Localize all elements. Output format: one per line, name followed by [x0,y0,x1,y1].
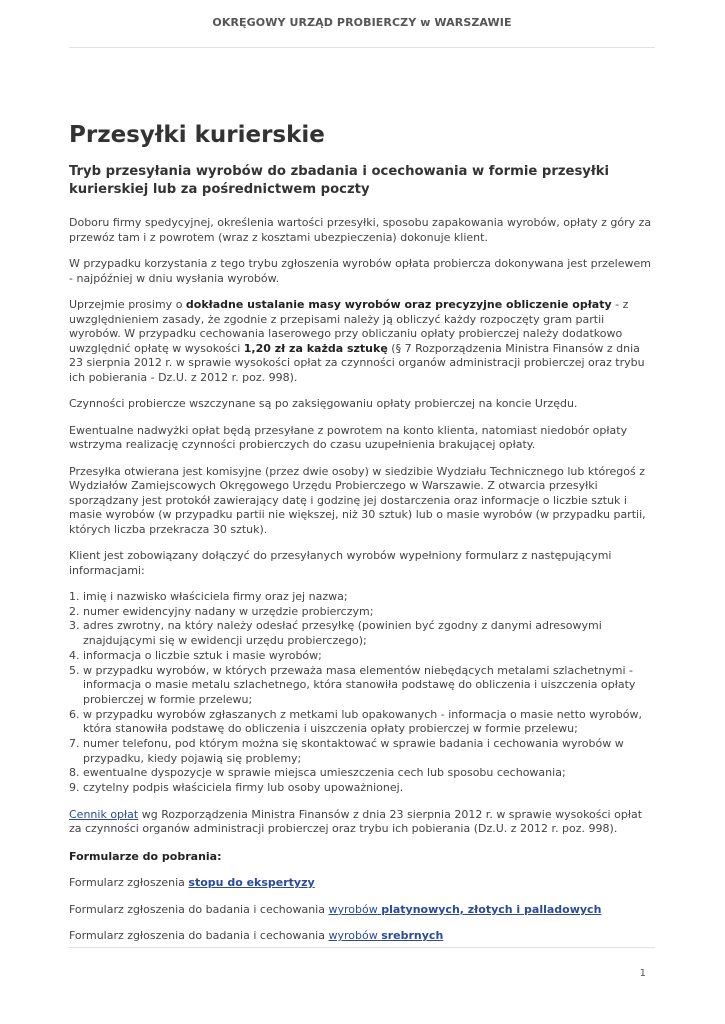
header-divider [69,47,655,48]
form-platinum-gold-prefix: Formularz zgłoszenia do badania i cechowania [69,902,329,916]
form-silver-link-plain: wyrobów [328,929,378,943]
forms-title: Formularze do pobrania: [69,849,222,863]
page-subtitle: Tryb przesyłania wyrobów do zbadania i ocechowania w formie przesyłki kurierskiej lub za pośrednictwem poczty [69,164,610,197]
paragraph-payment: W przypadku korzystania z tego trybu zgłoszenia wyrobów opłata probiercza dokonywana jest przelewem - najpóźniej w dniu wysłania wyrobów. [69,257,651,285]
paragraph-opening: Przesyłka otwierana jest komisyjne (przez dwie osoby) w siedzibie Wydziału Technicznego lub któregoś z Wydziałów Zamiejscowych Okręgowego Urzędu Probierczego w Warszawie. Z otwarcia przesyłki sporządzany jest protokół zawierający datę i godzinę jej dostarczenia oraz informacje o liczbie sztuk i masie wyrobów (w przypadku partii nie większej, niż 30 sztuk) lub o masie wyrobów (w przypadku partii, których liczba przekracza 30 sztuk). [69,464,646,536]
fee-text-b: dokładne ustalanie masy wyrobów oraz precyzyjne obliczenie opłaty [185,298,612,311]
form-alloy-prefix: Formularz zgłoszenia [69,876,189,890]
page-title: Przesyłki kurierskie [69,122,325,148]
list-item: 4. informacja o liczbie sztuk i masie wyrobów; [83,649,655,664]
paragraph-fee-calculation [69,298,655,385]
list-item: 3. adres zwrotny, na który należy odesłać przesyłkę (powinien być zgodny z danymi adresowymi znajdującymi się w ewidencji urzędu probierczego); [83,619,655,648]
paragraph-overpayment: Ewentualne nadwyżki opłat będą przesyłane z powrotem na konto klienta, natomiast niedobór opłaty wstrzyma realizację czynności probierczych do czasu uzupełnienia brakującej opłaty. [69,423,628,451]
form-platinum-gold [69,903,655,918]
form-platinum-gold-link-bold: platynowych, złotych i palladowych [381,902,602,916]
list-item: 9. czytelny podpis właściciela firmy lub osoby upoważnionej. [83,781,655,796]
fee-text-d: 1,20 zł za każda sztukę [243,341,388,355]
fee-text-e: (§ 7 Rozporządzenia Ministra Finansów z dnia 23 sierpnia 2012 r. w sprawie wysokości opłat za czynności organów administracji probierczej oraz trybu ich pobierania - Dz.U. z 2012 r. poz. 998). [69,341,645,384]
paragraph-booking: Czynności probiercze wszczynane są po zaksięgowaniu opłaty probierczej na koncie Urzędu. [69,397,578,410]
list-item: 7. numer telefonu, pod którym można się skontaktować w sprawie badania i cechowania wyrobów w przypadku, kiedy pojawią się problemy; [83,737,655,766]
fee-text-c: - z uwzględnieniem zasady, że zgodnie z przepisami należy ją obliczyć każdy rozpoczęty gram partii wyrobów. W przypadku cechowania laserowego przy obliczaniu opłaty probierczej należy dodatkowo uwzględnić opłatę w wysokości [69,298,629,355]
form-silver-link-bold: srebrnych [381,929,444,943]
list-item: 2. numer ewidencyjny nadany w urzędzie probierczym; [83,605,655,620]
fee-text-a: Uprzejmie prosimy o [69,298,186,311]
paragraph-shipping: Doboru firmy spedycyjnej, określenia wartości przesyłki, sposobu zapakowania wyrobów, opłaty z góry za przewóz tam i z powrotem (wraz z kosztami ubezpieczenia) dokonuje klient. [69,216,652,244]
form-alloy-link[interactable]: stopu do ekspertyzy [188,876,315,890]
fee-schedule-link[interactable]: Cennik opłat [69,807,139,821]
fees-text: wg Rozporządzenia Ministra Finansów z dnia 23 sierpnia 2012 r. w sprawie wysokości opłat za czynności organów administracji probierczej oraz trybu ich pobierania (Dz.U. z 2012 r. poz. 998). [69,807,643,836]
form-platinum-gold-link-plain: wyrobów [328,902,378,916]
list-item: 6. w przypadku wyrobów zgłaszanych z metkami lub opakowanych - informacja o masie netto wyrobów, która stanowiła podstawę do obliczenia i uiszczenia opłaty probierczej w formie przelewu; [83,708,655,737]
paragraph-form-intro: Klient jest zobowiązany dołączyć do przesyłanych wyrobów wypełniony formularz z następującymi informacjami: [69,549,612,577]
footer-divider [69,947,655,948]
list-item: 1. imię i nazwisko właściciela firmy oraz jej nazwa; [83,590,655,605]
form-silver [69,929,655,944]
list-item: 5. w przypadku wyrobów, w których przeważa masa elementów niebędących metalami szlachetnymi - informacja o masie metalu szlachetnego, która stanowiła podstawę do obliczenia i uiszczenia opłaty probierczej w formie przelewu; [83,664,655,708]
form-alloy [69,876,655,891]
form-silver-link[interactable] [328,929,443,942]
page-number: 1 [639,968,646,979]
page-header: OKRĘGOWY URZĄD PROBIERCZY w WARSZAWIE [212,16,512,29]
document-body [69,119,655,944]
list-item: 8. ewentualne dyspozycje w sprawie miejsca umieszczenia cech lub sposobu cechowania; [83,766,655,781]
form-silver-prefix: Formularz zgłoszenia do badania i cechowania [69,929,329,943]
requirements-list [69,590,655,796]
paragraph-fees [69,808,655,837]
form-platinum-gold-link[interactable] [328,903,601,916]
